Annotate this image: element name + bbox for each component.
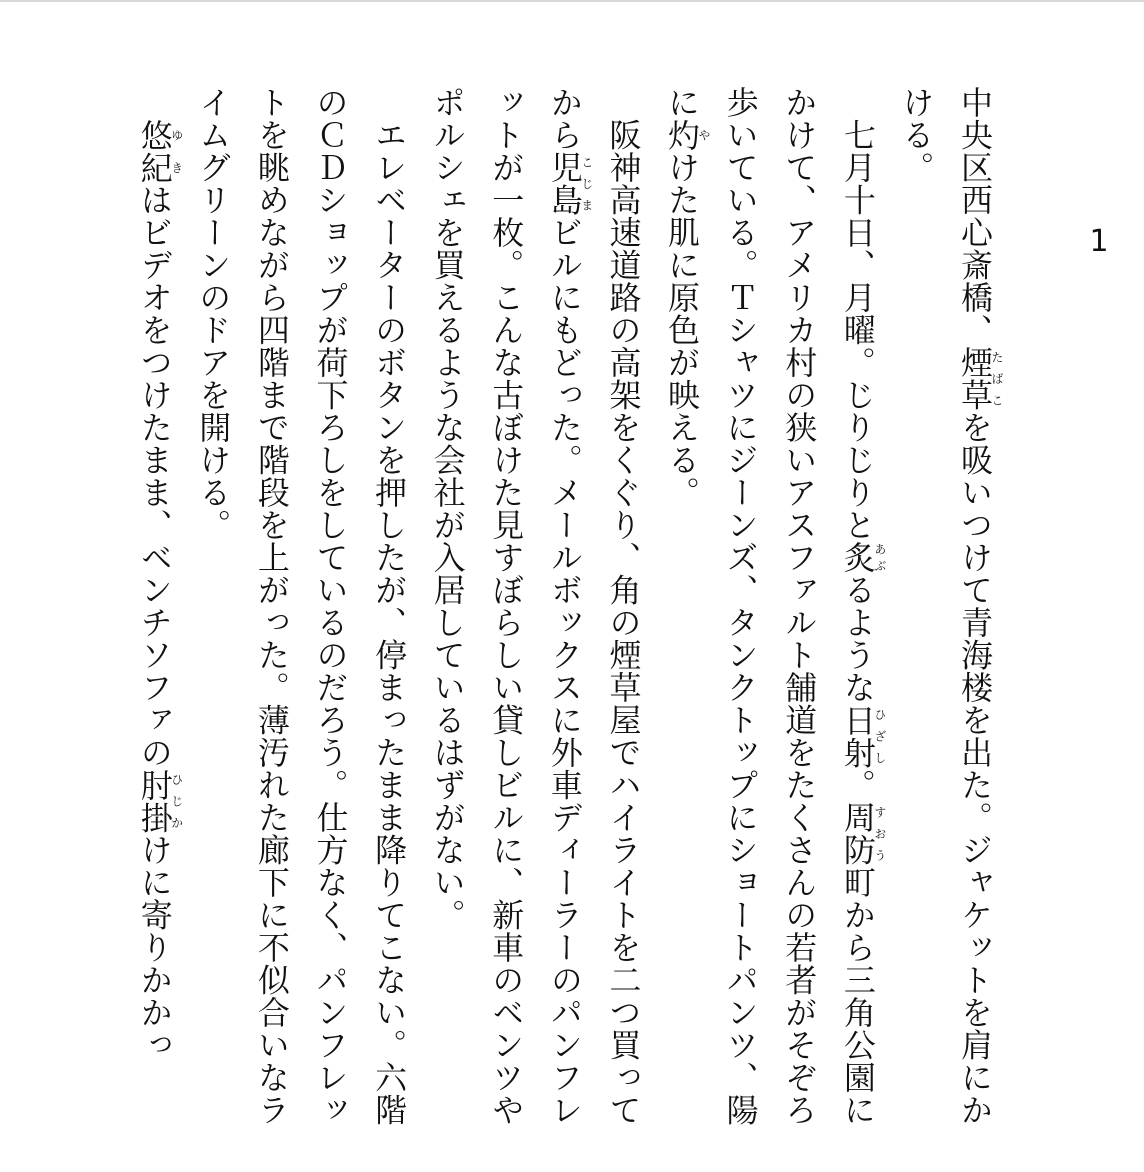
ruby-reading: ひじか bbox=[169, 768, 184, 834]
text-run: けた肌に原色が映える。 bbox=[663, 151, 702, 509]
ruby-base: 煙草 bbox=[956, 346, 994, 411]
ruby-annotation bbox=[838, 801, 887, 866]
ruby-annotation bbox=[135, 768, 184, 834]
ruby-annotation bbox=[838, 703, 887, 769]
ruby-base: 悠紀 bbox=[135, 118, 174, 184]
paragraph bbox=[184, 86, 418, 1126]
ruby-base: 灼 bbox=[663, 118, 702, 151]
text-run: エレベーターのボタンを押したが、停まったまま降りてこない。六階のＣＤショップが荷下ろしをしているのだろう。仕方なく、パンフレットを眺めながら四階まで階段を上がった。薄汚れた廊下に不似合いなライムグリーンのドアを開ける。 bbox=[194, 86, 409, 1126]
text-run: を吸いつけて青海楼を出た。ジャケットを肩にかける。 bbox=[897, 86, 994, 1126]
text-run: 。 bbox=[838, 768, 877, 801]
ruby-base: 日射 bbox=[838, 703, 877, 769]
ruby-annotation bbox=[663, 118, 712, 152]
ruby-reading: ゆき bbox=[169, 118, 184, 184]
paragraph bbox=[125, 86, 184, 1126]
text-run bbox=[136, 86, 174, 119]
ruby-reading: こじま bbox=[579, 151, 594, 216]
ruby-base: 周防 bbox=[838, 801, 877, 866]
ruby-reading: たばこ bbox=[990, 346, 1004, 411]
text-run: はビデオをつけたまま、ベンチソファの bbox=[135, 183, 174, 769]
ruby-base: 炙 bbox=[838, 541, 877, 574]
top-border bbox=[0, 0, 1144, 2]
ruby-base: 児島 bbox=[545, 151, 584, 216]
text-run: けに寄りかかっ bbox=[135, 833, 174, 1061]
ruby-annotation bbox=[838, 541, 887, 574]
ruby-base: 肘掛 bbox=[135, 768, 174, 834]
text-run: るような bbox=[838, 573, 877, 704]
ruby-annotation bbox=[956, 346, 1004, 411]
text-run: 中央区西心斎橋、 bbox=[956, 86, 994, 346]
vertical-text-body bbox=[125, 86, 1004, 1126]
ruby-reading: や bbox=[697, 118, 712, 151]
paragraph bbox=[418, 86, 652, 1126]
ruby-annotation bbox=[545, 151, 594, 216]
paragraph bbox=[652, 86, 886, 1126]
text-run: 七月十日、月曜。じりじりと bbox=[838, 86, 877, 541]
ruby-reading: ひざし bbox=[872, 703, 887, 769]
page-number: 1 bbox=[1089, 224, 1109, 259]
text-run: ビルにもどった。メールボックスに外車ディーラーのパンフレットが一枚。こんな古ぼけた見すぼらしい貸しビルに、新車のベンツやポルシェを買えるような会社が入居しているはずがない。 bbox=[428, 86, 584, 1126]
text-run: 阪神高速道路の高架をくぐり、角の煙草屋でハイライトを二つ買ってから bbox=[545, 86, 643, 1126]
ruby-reading: あぶ bbox=[872, 541, 887, 574]
text-run: 町から三角公園にかけて、アメリカ村の狭いアスファルト舗道をたくさんの若者がそぞろ歩いている。Ｔシャツにジーンズ、タンクトップにショートパンツ、陽に bbox=[663, 86, 877, 1126]
paragraph bbox=[887, 86, 1004, 1126]
ruby-reading: すおう bbox=[872, 801, 887, 866]
ruby-annotation bbox=[135, 118, 184, 184]
